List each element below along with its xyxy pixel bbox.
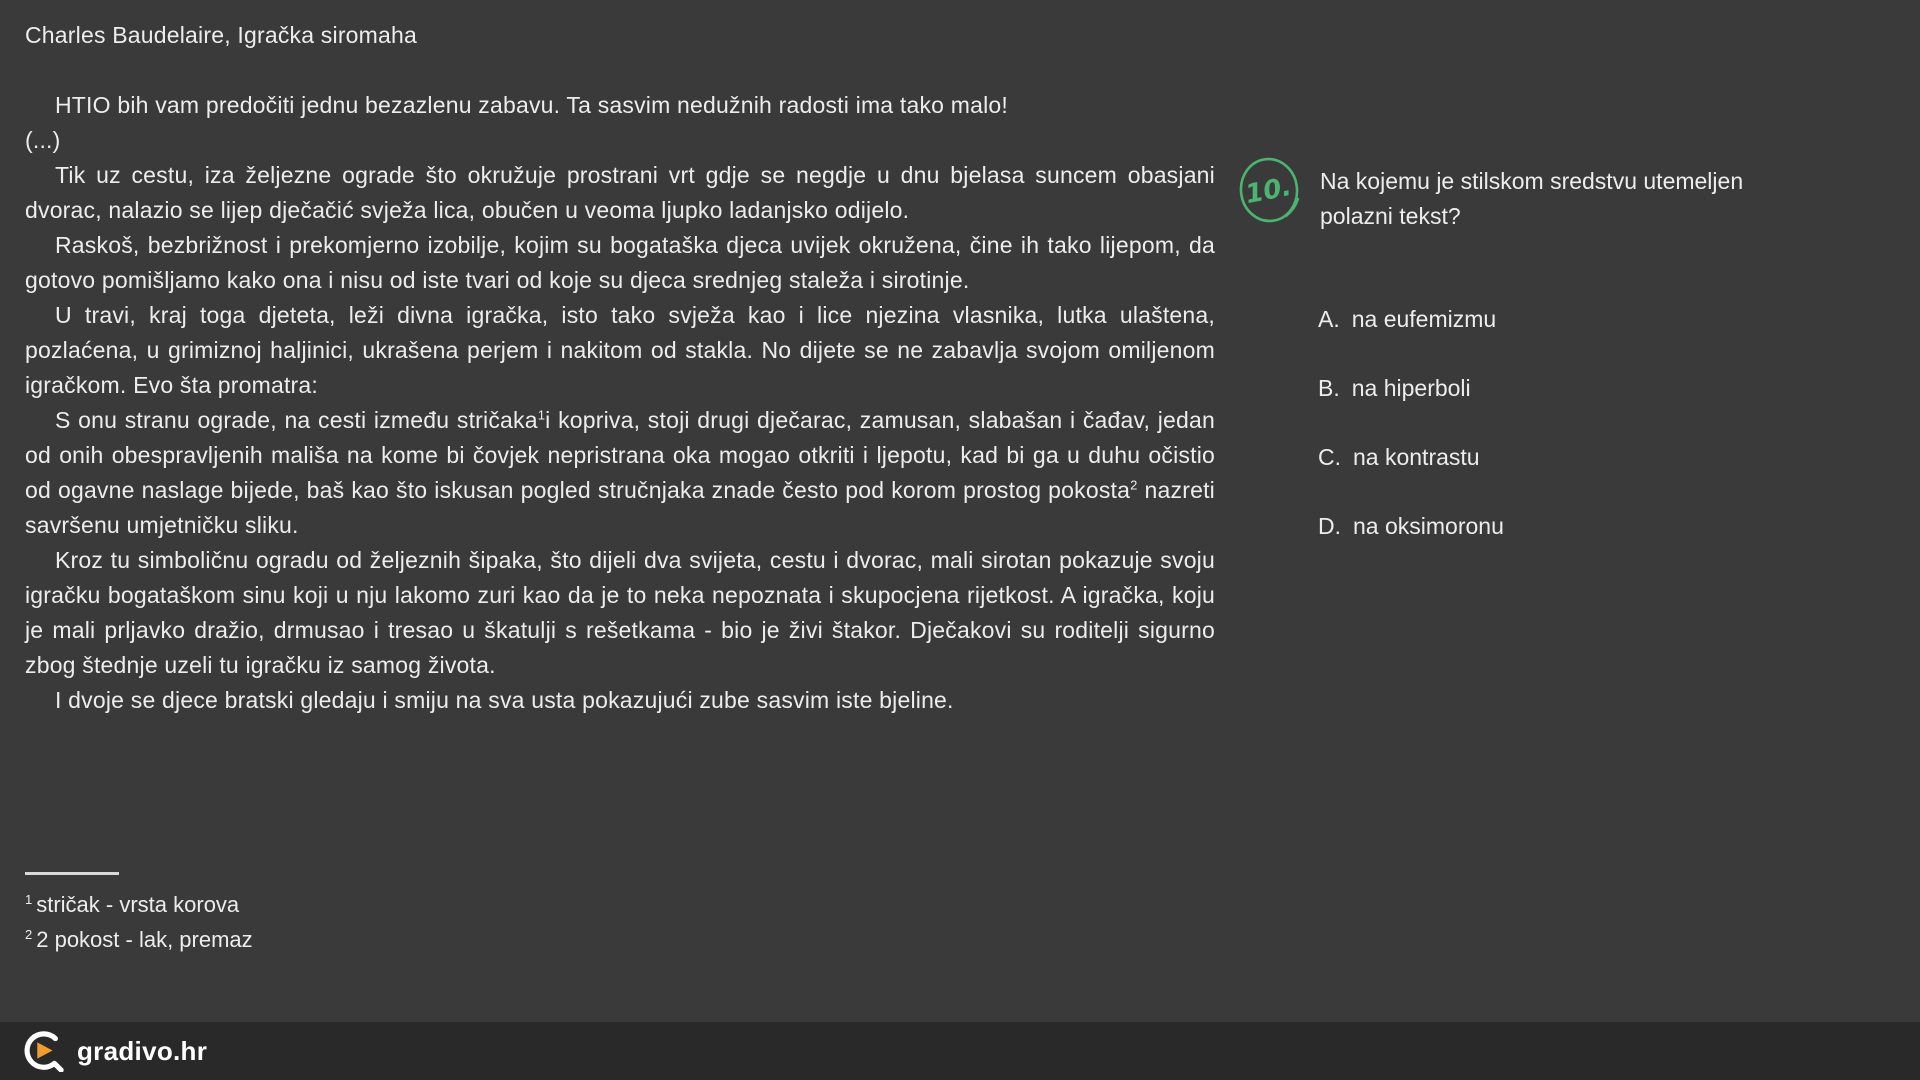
brand-name: gradivo.hr [77, 1035, 208, 1066]
gradivo-logo-icon [22, 1030, 64, 1072]
option-letter: D. [1318, 513, 1341, 539]
option-letter: A. [1318, 306, 1340, 332]
paragraph-text: I dvoje se djece bratski gledaju i smiju na sva usta pokazujući zube sasvim iste bjeline. [55, 687, 954, 713]
option-letter: C. [1318, 444, 1341, 470]
paragraph-text: Kroz tu simboličnu ogradu od željeznih šipaka, što dijeli dva svijeta, cestu i dvorac, mali sirotan pokazuje svoju igračku bogataškom sinu koji u nju lakomo zuri kao da je to neka nepoznata i skupocjena rijetkost. A igračka, koju je mali prljavko dražio, drmusao i tresao u škatulji s rešetkama - bio je živi štakor. Dječakovi su roditelji sigurno zbog štednje uzeli tu igračku iz samog života. [25, 547, 1215, 678]
passage-paragraph [25, 403, 1215, 543]
passage-paragraph [25, 543, 1215, 683]
answer-options [1318, 302, 1504, 578]
paragraph-text: (...) [25, 127, 61, 153]
question-number: 10. [1242, 171, 1294, 211]
passage-paragraph [25, 228, 1215, 298]
paragraph-text: HTIO bih vam predočiti jednu bezazlenu zabavu. Ta sasvim nedužnih radosti ima tako malo! [55, 92, 1008, 118]
answer-option-c[interactable] [1318, 440, 1504, 475]
footer-bar [0, 1022, 1920, 1080]
footnote-item [25, 887, 253, 922]
paragraph-text: S onu stranu ograde, na cesti između stričaka [55, 407, 538, 433]
footnote-ref-2: 2 [1130, 477, 1138, 493]
footnote-divider [25, 872, 119, 875]
passage-title: Charles Baudelaire, Igračka siromaha [25, 22, 418, 48]
footnote-text: 2 pokost - lak, premaz [36, 927, 253, 952]
paragraph-text: Raskoš, bezbrižnost i prekomjerno izobilje, kojim su bogataška djeca uvijek okružena, čine ih tako lijepom, da gotovo pomišljamo kako ona i nisu od iste tvari od koje su djeca srednjeg staleža i sirotinje. [25, 232, 1215, 293]
footnote-ref-1: 1 [537, 407, 546, 423]
option-letter: B. [1318, 375, 1340, 401]
answer-option-d[interactable] [1318, 509, 1504, 544]
passage [25, 18, 1215, 718]
paragraph-text: nazreti savršenu umjetničku sliku. [25, 477, 1215, 538]
paragraph-text: Tik uz cestu, iza željezne ograde što okružuje prostrani vrt gdje se negdje u dnu bjelasa suncem obasjani dvorac, nalazio se lijep dječačić svježa lica, obučen u veoma ljupko ladanjsko odijelo. [25, 162, 1215, 223]
option-text: na hiperboli [1351, 375, 1471, 401]
logo-play-icon [37, 1042, 52, 1058]
option-text: na kontrastu [1353, 444, 1480, 470]
question-text: Na kojemu je stilskom sredstvu utemeljen polazni tekst? [1320, 168, 1744, 229]
option-text: na eufemizmu [1351, 306, 1497, 332]
question-number-badge [1238, 154, 1302, 228]
answer-option-a[interactable] [1318, 302, 1504, 337]
footnote-marker: 2 [25, 926, 33, 942]
footnote-item [25, 922, 253, 957]
passage-paragraph [25, 158, 1215, 228]
paragraph-text: i kopriva, stoji drugi dječarac, zamusan, slabašan i čađav, jedan od onih obespravljenih mališa na kome bi čovjek nepristrana oka mogao otkriti i ljepotu, kad bi ga u duhu očistio od ogavne naslage bijede, baš kao što iskusan pogled stručnjaka znade često pod korom prostog pokosta [25, 407, 1215, 503]
passage-paragraph [25, 298, 1215, 403]
answer-option-b[interactable] [1318, 371, 1504, 406]
footnotes [25, 858, 253, 957]
passage-paragraph [25, 683, 1215, 718]
paragraph-text: U travi, kraj toga djeteta, leži divna igračka, isto tako svježa kao i lice njezina vlasnika, lutka ulaštena, pozlaćena, u grimiznoj haljinici, ukrašena perjem i nakitom od stakla. No dijete se ne zabavlja svojom omiljenom igračkom. Evo šta promatra: [25, 302, 1215, 398]
footnote-marker: 1 [25, 891, 33, 907]
option-text: na oksimoronu [1353, 513, 1504, 539]
passage-paragraph [25, 88, 1215, 123]
question-block [1238, 160, 1810, 234]
passage-ellipsis [25, 123, 1215, 158]
footnote-text: stričak - vrsta korova [36, 892, 240, 917]
